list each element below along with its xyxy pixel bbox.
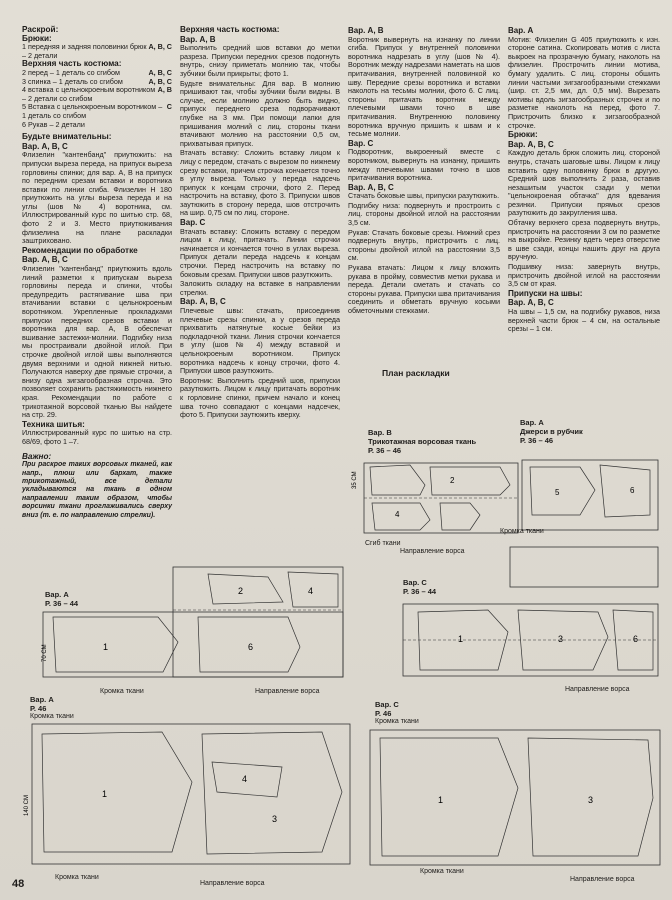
plan-a-small-title: Вар. А Р. 36 – 44: [45, 590, 79, 608]
top-piece-6: 6 Рукав – 2 детали: [22, 119, 85, 129]
warn-text: При раскрое таких ворсовых тканей, как напр., плюш или бархат, также трикотажный, все детали укладываются на ткань в одном направлении таким образом, чтобы ворсинки ткани проглаживались сверху вниз (т. е. по направлению стрелки).: [22, 461, 172, 519]
plan-b-title: Вар. В Трикотажная ворсовая ткань Р. 36 – 46: [368, 428, 477, 455]
top-title: Верхняя часть костюма:: [22, 59, 122, 69]
plan-c46-kromka-bottom: Кромка ткани: [420, 868, 464, 875]
col3-var-ab: Вар. А, В: [348, 26, 384, 35]
plan-a46-diagram: [22, 722, 352, 872]
col3-p3: Стачать боковые швы, припуски разутюжить.: [348, 191, 500, 201]
col3-p1: Воротник вывернуть на изнанку по линии сгиба. Припуск у внутренней половинки воротника надрезать в углу (шов № 4). Воротник между надрезами наметать на шов притачивания, внутренней половинкой ко шву. Передние срезы воротника и вставки наколоть на тесьмы молнии, фото 6. С лиц. стороны притачать воротник между плечевыми швами точно в шве притачивания. Внутреннюю половинку воротника вручную пришить к швам и к тесьме молнии.: [348, 34, 500, 139]
allow-text: На швы – 1,5 см, на подгибку рукавов, низа верхней части брюк – 4 см, на остальные срезы – 1 см.: [508, 307, 660, 334]
svg-text:1: 1: [102, 789, 108, 799]
col4-trousers: Брюки:: [508, 130, 538, 140]
top-piece-2: 2 перед – 1 деталь со сгибом А, В, С: [22, 67, 172, 77]
col2-p5: Плечевые швы: стачать, присоединив плечевые срезы спинки, а у срезов переда прихватить натянутые косые бейки из подкладочной ткани. Линия строчки кончается в углу (шов № 4) между вставкой и цельнокроеным воротником. Припуск воротника надсечь к концу строчки, фото 4. Припуски швов разутюжить.: [180, 306, 340, 376]
col3-p4: Подгибку низа: подвернуть и простроить с лиц. стороны двойной иглой на расстоянии 3,5 см.: [348, 200, 500, 228]
col2-p1b: Будьте внимательны: Для вар. В молнию пришивают так, чтобы зубчики были видны. В случае, если молнию должно быть видно, припуск переднего среза подворачивают глубже на 3 мм. При помощи лапки для пришивания молний с лиц. стороны ткани втачивают молнию на расстоянии 0,5 см, прихватывая припуск.: [180, 78, 340, 148]
col4-var-abc: Вар. А, В, С: [508, 139, 554, 149]
svg-text:140 СМ: 140 СМ: [24, 795, 30, 816]
svg-text:3: 3: [558, 634, 564, 644]
warn-title: Важно:: [22, 451, 52, 461]
col2-var-abc: Вар. А, В, С: [180, 297, 226, 307]
col2-var-ab: Вар. А, В: [180, 34, 216, 44]
rec-vars: Вар. А, В, С: [22, 255, 68, 265]
trousers-title: Брюки:: [22, 33, 52, 43]
rec-text: Флизелин "кантенбанд" приутюжить вдоль линий разметки к припускам выреза горловины переда и спинки, чтобы предупредить растягивание шва при втачивании вставки с цельнокроеным воротником. Укрепленные прокладками припуски передних срезов вставки и воротника для вар. А, В обеспечат вшивание застежки-молнии. Подгибку низа мы простраивали двойной иглой. При строчке двойной иглой швы выполняются двумя верхними и одной нижней нитью. Получаются наверху две прямые строчки, а внизу одна зигзагообразная строчка. Это позволяет сохранить растяжимость нижнего края. Рекомендации по работе с трикотажной ворсовой тканью Вы найдете на стр. 29.: [22, 264, 172, 420]
column-collar-sewing: [348, 26, 500, 356]
top-piece-5: 5 Вставка с цельнокроеным воротником – 1 деталь со сгибом С: [22, 102, 172, 120]
svg-text:5: 5: [555, 488, 560, 497]
column-motif-trousers: [508, 26, 660, 371]
trousers-piece-1: 1 передняя и задняя половинки брюк – 2 детали А, В, С: [22, 42, 172, 60]
col3-var-abc: Вар. А, В, С: [348, 182, 394, 192]
svg-text:4: 4: [308, 586, 314, 596]
plan-b-diagram: [350, 455, 520, 540]
col2-var-c: Вар. С: [180, 218, 206, 228]
svg-text:4: 4: [395, 510, 400, 519]
cut-title: Раскрой:: [22, 25, 59, 34]
top-piece-3: 3 спинка – 1 деталь со сгибом А, В, С: [22, 76, 172, 86]
tech-text: Иллюстрированный курс по шитью на стр. 68/69, фото 1 –7.: [22, 428, 172, 446]
attention-vars: Вар. А, В, С: [22, 141, 68, 151]
svg-text:3: 3: [272, 814, 278, 824]
svg-text:1: 1: [438, 795, 444, 805]
col3-p2: Подворотник, выкроенный вместе с воротником, вывернуть на изнанку, пришить между плечевыми швами точно в шов притачивания воротника.: [348, 147, 500, 183]
plan-a46-napr: Направление ворса: [200, 880, 265, 887]
allow-vars: Вар. А, В, С: [508, 298, 554, 308]
svg-text:6: 6: [633, 634, 639, 644]
plan-c-small-title: Вар. С Р. 36 – 44: [403, 578, 437, 596]
col4-p4: Подшивку низа: завернуть внутрь, пристрочить двойной иглой на расстоянии 3,5 см от края.: [508, 262, 660, 289]
svg-text:4: 4: [242, 774, 248, 784]
plan-c-small-diagram: [398, 542, 660, 682]
svg-text:6: 6: [248, 642, 254, 652]
col2-p3: Втачать вставку: Сложить вставку с передом лицом к лицу, притачать. Линии строчки начинается и кончается точно в углах выреза. Припуск детали переда надсечь к концам строчки. Перед настрочить на вставку по боковым срезам. Припуски швов разутюжить.: [180, 226, 340, 279]
allow-title: Припуски на швы:: [508, 288, 583, 298]
attention-title: Будьте внимательны:: [22, 132, 112, 142]
col4-var-a: Вар. А: [508, 26, 534, 35]
plan-c-small-napr: Направление ворса: [565, 686, 630, 693]
plan-a46-kromka-top: Кромка ткани: [30, 713, 74, 720]
col4-p3: Обтачку верхнего среза подвернуть внутрь, пристрочить на расстоянии 3 см по разметке на выкройке. Резинку вдеть через отверстие в шве сзади, концы нашить друг на друга вручную.: [508, 218, 660, 262]
col2-title: Верхняя часть костюма:: [180, 25, 280, 34]
plan-a-small-napr: Направление ворса: [255, 688, 320, 695]
svg-text:1: 1: [458, 634, 464, 644]
col2-p4: Заложить складку на вставке в направлении стрелки.: [180, 279, 340, 297]
plan-c46-title: Вар. С Р. 46: [375, 700, 399, 718]
plan-a-small-diagram: [38, 562, 348, 682]
tech-title: Техника шитья:: [22, 419, 85, 429]
svg-text:35 СМ: 35 СМ: [352, 471, 358, 489]
plan-a46-title: Вар. А Р. 46: [30, 695, 54, 713]
svg-text:70 СМ: 70 СМ: [42, 644, 48, 662]
col2-p1: Выполнить средний шов вставки до метки разреза. Припуски передних срезов подогнуть внутрь, снизу приметать молнию так, чтобы зубчики были прикрыты; фото 1.: [180, 43, 340, 78]
svg-text:1: 1: [103, 642, 109, 652]
plan-c46-napr: Направление ворса: [570, 876, 635, 883]
col3-p5: Рукав: Стачать боковые срезы. Нижний срез подвернуть внутрь, пристрочить с лиц. стороны двойной иглой на расстоянии 3,5 см.: [348, 227, 500, 263]
col3-var-c: Вар. С: [348, 138, 374, 148]
svg-text:2: 2: [450, 476, 455, 485]
plan-a-jersey-title: Вар. А Джерси в рубчик Р. 36 – 46: [520, 418, 583, 445]
plan-b-sgib: Сгиб ткани: [365, 540, 401, 547]
svg-text:6: 6: [630, 486, 635, 495]
top-piece-4: 4 вставка с цельнокроеным воротником – 2 детали со сгибом А, В: [22, 85, 172, 103]
column-cutting-instructions: [22, 26, 172, 586]
page-number: 48: [12, 878, 25, 890]
col4-p2: Каждую деталь брюк сложить лиц. стороной внутрь, стачать шаговые швы. Лицом к лицу вставить одну половинку брюк в другую. Средний шов выполнить 2 раза, оставив незашитым участок сзади у метки "цельнокроеная обтачка" для вдевания резинки. Припуски прямых срезов разутюжить до закругления шва.: [508, 148, 660, 218]
plan-b-napr: Направление ворса: [400, 548, 465, 555]
col2-p6: Воротник: Выполнить средний шов, припуски разутюжить. Лицом к лицу притачать воротник к горловине спинки, причем начало и конец шва точно совпадают с концами надсечек, фото 5. Припуски заутюжить кверху.: [180, 375, 340, 420]
plan-a46-kromka-bottom: Кромка ткани: [55, 874, 99, 881]
rec-title: Рекомендации по обработке: [22, 245, 138, 255]
col4-p1: Мотив: Флизелин G 405 приутюжить к изн. стороне сатина. Скопировать мотив с листа выкроек на прозрачную бумагу, наколоть на флизелин. Прострочить линии мотива, бумагу удалить. С лиц. стороны обшить линии частыми зигзагообразными стежками (шир. ст. 2,5 мм, дл. 0,5 мм). Вырезать мотивы вдоль зигзагообразных строчек и по разметке наколоть на перед, фото 7. Пристрочить близко к зигзагообразной строчке.: [508, 34, 660, 130]
col3-p6: Рукава втачать: Лицом к лицу вложить рукава в пройму, совместив метки рукава и переда. Детали сметать и стачать со стороны рукава. Припуски шва притачивания соединить и обметать вручную косыми обметочными стежками.: [348, 263, 500, 315]
svg-text:3: 3: [588, 795, 594, 805]
col2-p2: Втачать вставку: Сложить вставку лицом к лицу с передом, стачать с вырезом по нижнему срезу вставки, причем строчка кончается точно в углу выреза. Только у переда надсечь припуск к концам строчки, фото 2. Перед настрочить на вставку, фото 3. Припуски швов заутюжить в сторону переда, шов отстрочить на шир. 0,75 см по лиц. стороне.: [180, 148, 340, 218]
svg-text:2: 2: [238, 586, 244, 596]
plan-a-small-kromka: Кромка ткани: [100, 688, 144, 695]
plan-a-jersey-kromka: Кромка ткани: [500, 528, 544, 535]
plan-c46-kromka-top: Кромка ткани: [375, 718, 419, 725]
plan-c46-diagram: [368, 728, 663, 873]
attention-text: Флизелин "кантенбанд" приутюжить: на припуски выреза переда, на припуск выреза горловины спинки; для вар. А, В на припуск по передним срезам вставки и воротника вставки по линии сгиба. Флизелин Н 180 приутюжить на углы выреза переда и на углы (шов № 4) воротника, см. Иллюстрированный курс по шитью стр. 68, фото 2 и 3. Место приутюживания флизелина на плане раскладки заштриховано.: [22, 150, 172, 246]
plan-title: План раскладки: [382, 368, 450, 378]
column-top-sewing: [180, 25, 340, 420]
